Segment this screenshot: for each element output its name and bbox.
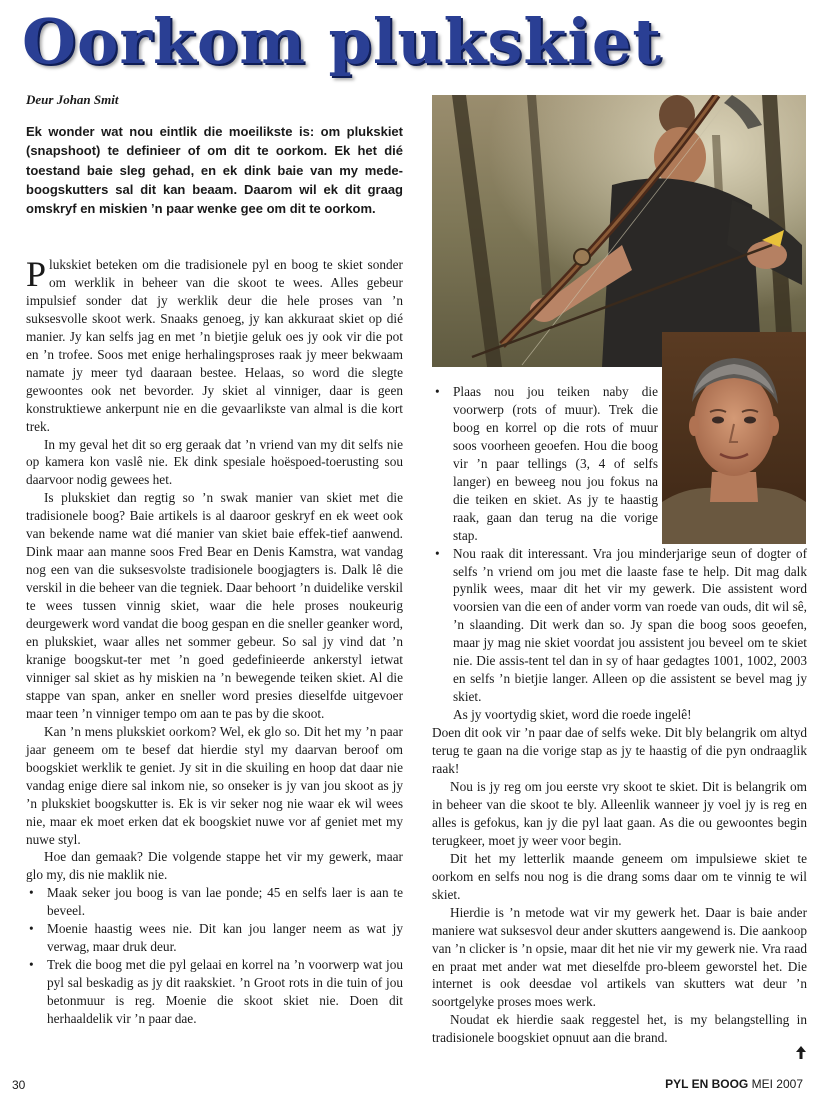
body-paragraph-8: Dit het my letterlik maande geneem om impulsiewe skiet te oorkom en selfs nou nog is die drang soms daar om te vinnig te wil skiet.: [432, 850, 807, 902]
body-paragraph-1: [26, 256, 403, 436]
bullet: •: [29, 957, 34, 973]
left-column: [26, 256, 403, 1028]
magazine-footer: [665, 1077, 803, 1091]
body-paragraph-3: Is plukskiet dan regtig so ’n swak manier van skiet met die tradisionele boog? Baie artikels is al daaroor geskryf en ek weet ook van bekende name wat dié manier van skiet baie effek-tief aanwend. Dink maar aan manne soos Fred Bear en Denis Kamstra, wat vandag nog een van die suksesvolste tradisionele boogjagters is. Dalk lê die verskil in die beheer van die tegniek. Daar behoort ’n duidelike verskil te wees tussen vinnig skiet, waar die hele proses noukeurig deurgewerk word vandat die boog gespan en die sneller geanker word, en plukskiet, waar alles net sommer gebeur. So sal jy vind dat ’n kranige boogskut-ter met ’n goed gedefinieerde ankerstyl ietwat vinniger sal skiet as hy miskien na ’n bewegende teiken skiet. Al die stappe van span, anker en sneller word presies dieselfde uitgevoer maar teen ’n vinniger tempo om aan te pas by die skoot.: [26, 490, 403, 721]
body-paragraph-7: Nou is jy reg om jou eerste vry skoot te skiet. Dit is belangrik om in beheer van die skoot te bly. Alleenlik wanneer jy voel jy is reg en alles is gefokus, kan jy die pyl laat gaan. As die ou gewoontes begin terugkeer, moet jy weer voor begin.: [432, 778, 807, 848]
list-item: [26, 884, 403, 920]
article-title: Oorkom plukskiet: [22, 5, 662, 78]
list-item-text: Trek die boog met die pyl gelaai en korrel na ’n voorwerp wat jou pyl sal beskadig as jy dit raakskiet. ’n Groot rots in die tuin of jou betonmuur is reg. Moenie die skoot skiet nie. Doen dit herhaaldelik vir ’n paar dae.: [47, 957, 403, 1027]
steps-list-left: [26, 884, 403, 1028]
list-item-text: Maak seker jou boog is van lae ponde; 45 en selfs laer is aan te beveel.: [47, 885, 403, 919]
list-item-text: Moenie haastig wees nie. Dit kan jou langer neem as wat jy verwag, maar druk deur.: [47, 921, 403, 955]
body-paragraph-4: Kan ’n mens plukskiet oorkom? Wel, ek glo so. Dit het my ’n paar jaar geneem om te besef dat hierdie styl my daarvan beroof om boogskiet werklik te geniet. Jy sit in die skuiling en hoop dat daar nie vandag enige diere sal inkom nie, so onseker is jy van jou skoot as jy ’n plukskiet boogskutter is. Ek is vir seker nog nie waar ek wil wees nie, maar ek moet erken dat ek boogskiet nuwe vor af geniet met my nuwe styl.: [26, 723, 403, 847]
body-paragraph-1-text: lukskiet beteken om die tradisionele pyl en boog te skiet sonder om werklik in beheer van die skoot te wees. Alles gebeur impulsief sonder dat jy werklik deur die hele proses van ’n suksesvolle skoot werk. Snaaks genoeg, jy kan akkuraat skiet op dié manier. Jy kan selfs jag en met ’n bietjie geluk oes jy ook vir die pot en ’n trofee. Soos met enige herhalingsproses raak jy meer bekwaam namate jy meer tyd daaraan bestee. Helaas, so word die slegte gewoontes ook net bevorder. Jy skiet al vinniger, daar is geen konstruktiewe ankerpunt nie en die gevaarlikste van almal is die kort trek.: [26, 257, 403, 434]
bullet: •: [435, 384, 440, 399]
author-portrait-photo: [662, 332, 806, 544]
body-paragraph-10: Noudat ek hierdie saak reggestel het, is my belangstelling in tradisionele boogskiet opnuut aan die brand.: [432, 1012, 807, 1046]
body-paragraph-2: In my geval het dit so erg geraak dat ’n vriend van my dit selfs nie op kamera kon vaslê nie. Ek dink spesiale hoëspoed-toerusting sou daarvoor nodig gewees het.: [26, 436, 403, 488]
archer-photo-illustration: [432, 95, 806, 367]
bullet: •: [29, 921, 34, 937]
bullet: •: [29, 885, 34, 901]
list-item: [432, 545, 807, 707]
archer-drawing-bow-photo: [432, 95, 806, 367]
list-item: [26, 920, 403, 956]
steps-list-right-2: [432, 545, 807, 707]
page-number: 30: [12, 1078, 26, 1092]
issue-date: MEI 2007: [751, 1077, 803, 1091]
bullet: •: [435, 545, 440, 561]
portrait-illustration: [662, 332, 806, 544]
list-item-text: Plaas nou jou teiken naby die voorwerp (rots of muur). Trek die boog en korrel op die rots of muur soos voorheen geoefen. Hou die boog vir ’n paar tellings (3, 4 of selfs langer) en beweeg nou jou fokus na die teiken en skiet. As jy te haastig raak, gaan dan terug na die vorige stap.: [453, 384, 658, 543]
drop-cap: P: [26, 254, 47, 294]
body-paragraph-9: Hierdie is ’n metode wat vir my gewerk het. Daar is baie ander maniere wat suksesvol deur ander skutters aangewend is. Die aankoop van ’n clicker is ’n opsie, maar dit het nie vir my gewerk nie. Vra raad en praat met ander wat met dieselfde pro-bleem geworstel het. Die internet is ook deesdae vol artikels van skutters wat deur ’n soortgelyke proses moes werk.: [432, 904, 807, 1010]
body-paragraph-6: Doen dit ook vir ’n paar dae of selfs weke. Dit bly belangrik om altyd terug te gaan na die vorige stap as jy te haastig of die pyn ondraaglik raak!: [432, 725, 807, 777]
arrowhead-end-mark-icon: [794, 1046, 808, 1060]
lead-paragraph: Ek wonder wat nou eintlik die moeilikste is: om plukskiet (snapshoot) te definieer of om dit te oorkom. Ek het dié toestand baie sleg gehad, en ek dink baie van my mede-boogskutters sal dit kan beaam. Daarom wil ek dit graag omskryf en miskien ’n paar wenke gee om dit te oorkom.: [26, 124, 403, 217]
magazine-name: PYL EN BOOG: [665, 1077, 749, 1091]
list-item: [26, 956, 403, 1028]
body-paragraph-5: Hoe dan gemaak? Die volgende stappe het vir my gewerk, maar glo my, dis nie maklik nie.: [26, 849, 403, 883]
list-item: [432, 383, 658, 545]
author-byline: Deur Johan Smit: [26, 92, 119, 107]
list-continuation: As jy voortydig skiet, word die roede ingelê!: [453, 707, 692, 723]
list-item-text: Nou raak dit interessant. Vra jou minderjarige seun of dogter of selfs ’n vriend om jou met die laaste fase te help. Dit mag dalk pynlik wees, maar dit het vir my gewerk. Die assistent word voorsien van die een of ander vorm van roede van ouds, dit wil sê, ’n slaanding. Dit werk dan so. Jy span die boog soos geoefen, maar jy mag nie skiet voordat jou assistent jou beveel om te skiet nie. Die assis-tent tel dan in sy of haar gedagtes 1001, 1002, 2003 en selfs ’n bietjie langer. Alleen op die assistent se bevel mag jy skiet.: [453, 545, 807, 705]
